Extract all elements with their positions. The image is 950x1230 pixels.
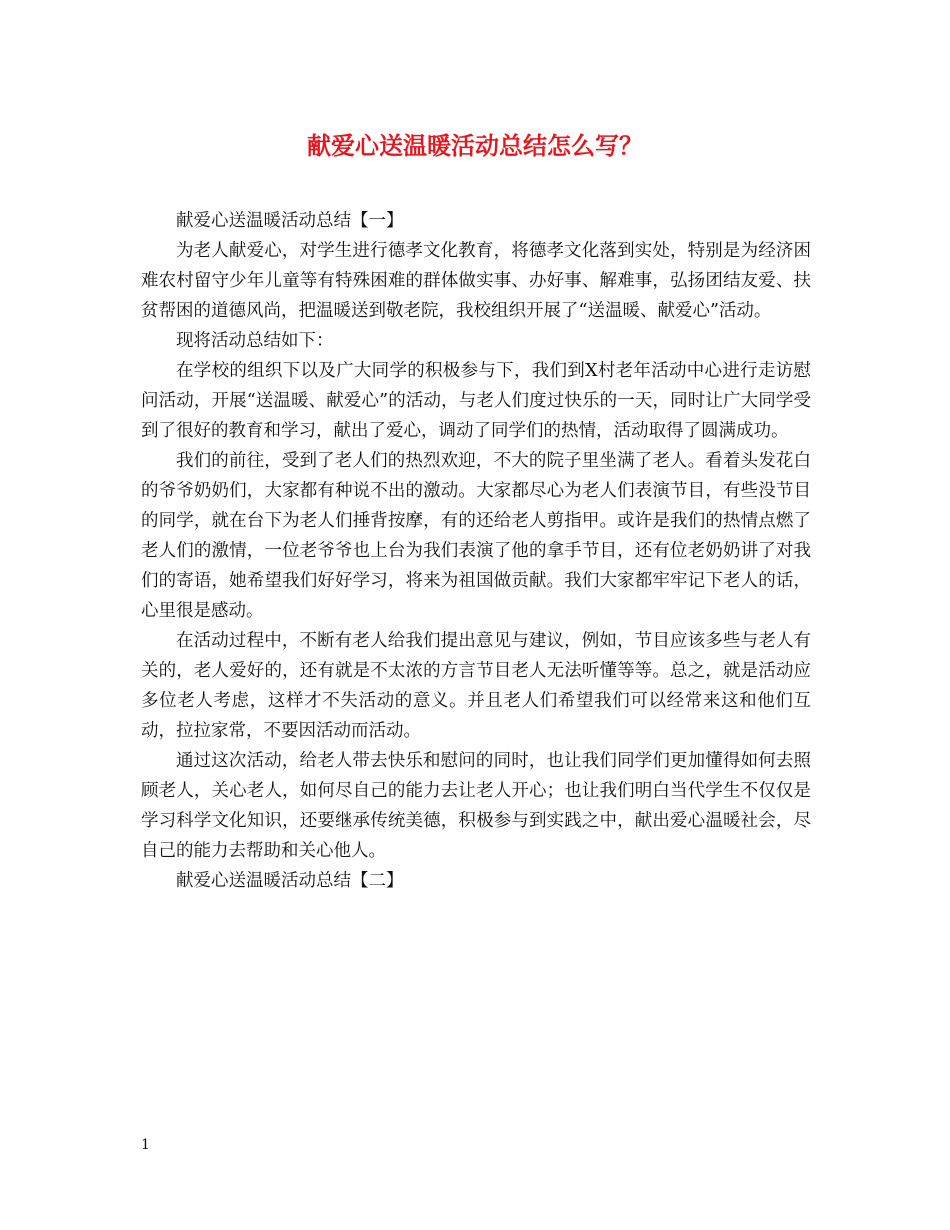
paragraph: 通过这次活动，给老人带去快乐和慰问的同时，也让我们同学们更加懂得如何去照顾老人，关心老人，如何尽自己的能力去让老人开心；也让我们明白当代学生不仅仅是学习科学文化知识，还要继承传统美德，积极参与到实践之中，献出爱心温暖社会，尽自己的能力去帮助和关心他人。	[141, 751, 811, 861]
paragraph: 在活动过程中，不断有老人给我们提出意见与建议，例如，节目应该多些与老人有关的，老人爱好的，还有就是不太浓的方言节目老人无法听懂等等。总之，就是活动应多位老人考虑，这样才不失活动的意义。并且老人们希望我们可以经常来这和他们互动，拉拉家常，不要因活动而活动。	[141, 631, 811, 741]
document-title: 献爱心送温暖活动总结怎么写？	[307, 131, 643, 160]
paragraph: 现将活动总结如下：	[176, 331, 334, 351]
paragraph: 我们的前往，受到了老人们的热烈欢迎，不大的院子里坐满了老人。看着头发花白的爷爷奶奶们，大家都有种说不出的激动。大家都尽心为老人们表演节目，有些没节目的同学，就在台下为老人们捶背按摩，有的还给老人剪指甲。或许是我们的热情点燃了老人们的激情，一位老爷爷也上台为我们表演了他的拿手节目，还有位老奶奶讲了对我们的寄语，她希望我们好好学习，将来为祖国做贡献。我们大家都牢牢记下老人的话，心里很是感动。	[141, 451, 811, 621]
paragraph: 为老人献爱心，对学生进行德孝文化教育，将德孝文化落到实处，特别是为经济困难农村留守少年儿童等有特殊困难的群体做实事、办好事、解难事，弘扬团结友爱、扶贫帮困的道德风尚，把温暖送到敬老院，我校组织开展了“送温暖、献爱心”活动。	[141, 241, 811, 321]
section-heading: 献爱心送温暖活动总结【一】	[176, 211, 404, 231]
paragraph: 在学校的组织下以及广大同学的积极参与下，我们到X村老年活动中心进行走访慰问活动，开展“送温暖、献爱心”的活动，与老人们度过快乐的一天，同时让广大同学受到了很好的教育和学习，献出了爱心，调动了同学们的热情，活动取得了圆满成功。	[141, 361, 811, 441]
document-body	[141, 206, 811, 896]
section-heading: 献爱心送温暖活动总结【二】	[176, 871, 404, 891]
page-number: 1	[141, 1137, 150, 1153]
